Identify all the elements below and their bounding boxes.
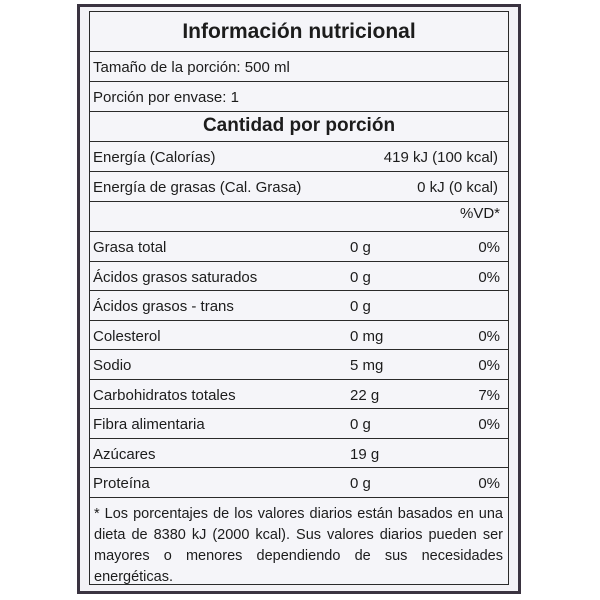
serving-size-row xyxy=(90,52,508,82)
nutrient-list xyxy=(90,232,508,498)
energy-fat-row xyxy=(90,172,508,202)
nutrition-label xyxy=(77,4,521,594)
nutrient-amount: 0 g xyxy=(350,298,371,315)
energy-row xyxy=(90,142,508,172)
nutrient-name: Azúcares xyxy=(93,445,156,463)
nutrient-name: Proteína xyxy=(93,475,150,492)
nutrient-dv: 0% xyxy=(478,268,500,286)
nutrient-dv: 7% xyxy=(478,386,500,404)
footnote: * Los porcentajes de los valores diarios están basados en una dieta de 8380 kJ (2000 kcal). Sus valores diarios pueden ser mayores o menores dependiendo de sus necesidades energéticas. xyxy=(94,505,503,585)
nutrient-dv: 0% xyxy=(478,416,500,433)
nutrient-row xyxy=(90,262,508,292)
nutrient-name: Colesterol xyxy=(93,327,161,345)
nutrient-row xyxy=(90,468,508,498)
amount-per-serving-row xyxy=(90,112,508,142)
dv-header: %VD* xyxy=(459,205,500,222)
energy-fat-label: Energía de grasas (Cal. Grasa) xyxy=(93,179,302,196)
nutrient-name: Ácidos grasos saturados xyxy=(93,268,258,286)
nutrient-amount: 0 g xyxy=(350,239,371,256)
nutrient-amount: 19 g xyxy=(350,445,380,463)
nutrient-dv: 0% xyxy=(478,357,500,374)
nutrient-dv: 0% xyxy=(478,239,500,256)
title-row xyxy=(90,12,508,52)
nutrient-name: Ácidos grasos - trans xyxy=(93,298,234,315)
nutrient-name: Grasa total xyxy=(93,239,167,256)
energy-value: 419 kJ (100 kcal) xyxy=(383,149,498,166)
nutrient-name: Sodio xyxy=(93,357,132,374)
nutrient-dv: 0% xyxy=(478,327,500,345)
servings-per-container: Porción por envase: 1 xyxy=(93,89,239,106)
label-title: Información nutricional xyxy=(182,20,416,43)
servings-per-container-row xyxy=(90,82,508,112)
amount-per-serving-heading: Cantidad por porción xyxy=(202,115,396,136)
nutrient-row xyxy=(90,350,508,380)
nutrient-row xyxy=(90,232,508,262)
nutrient-row xyxy=(90,321,508,351)
nutrient-row xyxy=(90,409,508,439)
energy-fat-value: 0 kJ (0 kcal) xyxy=(417,179,498,196)
nutrient-amount: 0 g xyxy=(350,416,371,433)
nutrient-amount: 22 g xyxy=(350,386,380,404)
nutrient-row xyxy=(90,439,508,469)
nutrient-row xyxy=(90,380,508,410)
nutrient-row xyxy=(90,291,508,321)
nutrient-amount: 5 mg xyxy=(350,357,384,374)
nutrient-amount: 0 g xyxy=(350,475,371,492)
nutrition-table xyxy=(89,11,509,585)
nutrient-amount: 0 g xyxy=(350,268,371,286)
nutrient-amount: 0 mg xyxy=(350,327,384,345)
nutrient-dv: 0% xyxy=(478,475,500,492)
energy-label: Energía (Calorías) xyxy=(93,149,216,166)
dv-header-row xyxy=(90,202,508,232)
nutrient-name: Carbohidratos totales xyxy=(93,386,236,404)
nutrient-name: Fibra alimentaria xyxy=(93,416,205,433)
serving-size: Tamaño de la porción: 500 ml xyxy=(93,59,290,76)
